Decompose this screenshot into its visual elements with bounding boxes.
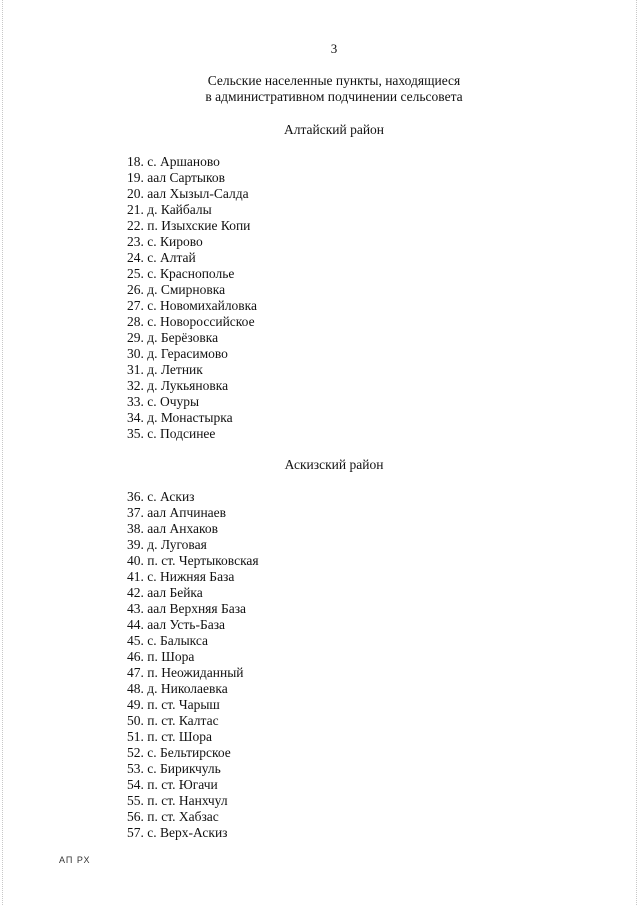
list-item: 27. с. Новомихайловка xyxy=(127,298,258,313)
list-item: 40. п. ст. Чертыковская xyxy=(127,553,259,568)
list-item: 25. с. Краснополье xyxy=(127,266,235,281)
section-title: Аскизский район xyxy=(284,457,384,472)
list-item: 18. с. Аршаново xyxy=(127,154,220,169)
list-item: 42. аал Бейка xyxy=(127,585,203,600)
list-item: 55. п. ст. Нанхчул xyxy=(127,793,228,808)
list-item: 53. с. Бирикчуль xyxy=(127,761,221,776)
list-item: 20. аал Хызыл-Салда xyxy=(127,186,249,201)
list-item: 24. с. Алтай xyxy=(127,250,196,265)
list-item: 33. с. Очуры xyxy=(127,394,200,409)
page-number: 3 xyxy=(330,41,338,56)
list-item: 44. аал Усть-База xyxy=(127,617,226,632)
list-item: 43. аал Верхняя База xyxy=(127,601,247,616)
list-item: 26. д. Смирновка xyxy=(127,282,226,297)
list-item: 39. д. Луговая xyxy=(127,537,207,552)
settlement-list xyxy=(0,489,640,841)
list-item: 28. с. Новороссийское xyxy=(127,314,255,329)
list-item: 30. д. Герасимово xyxy=(127,346,228,361)
list-item: 29. д. Берёзовка xyxy=(127,330,219,345)
list-item: 51. п. ст. Шора xyxy=(127,729,212,744)
heading-line-1: Сельские населенные пункты, находящиеся xyxy=(207,73,461,88)
document-heading xyxy=(0,73,640,105)
list-item: 22. п. Изыхские Копи xyxy=(127,218,251,233)
list-item: 31. д. Летник xyxy=(127,362,203,377)
list-item: 21. д. Кайбалы xyxy=(127,202,212,217)
list-item: 23. с. Кирово xyxy=(127,234,203,249)
list-item: 32. д. Лукьяновка xyxy=(127,378,229,393)
section-askiz-district xyxy=(0,457,640,841)
list-item: 47. п. Неожиданный xyxy=(127,665,244,680)
list-item: 37. аал Апчинаев xyxy=(127,505,227,520)
list-item: 52. с. Бельтирское xyxy=(127,745,231,760)
list-item: 19. аал Сартыков xyxy=(127,170,226,185)
list-item: 48. д. Николаевка xyxy=(127,681,228,696)
settlement-list xyxy=(0,154,640,442)
list-item: 56. п. ст. Хабзас xyxy=(127,809,219,824)
footer-code: АП РХ xyxy=(59,855,91,865)
section-altai-district xyxy=(0,122,640,442)
list-item: 34. д. Монастырка xyxy=(127,410,233,425)
list-item: 46. п. Шора xyxy=(127,649,195,664)
list-item: 49. п. ст. Чарыш xyxy=(127,697,220,712)
list-item: 35. с. Подсинее xyxy=(127,426,216,441)
list-item: 54. п. ст. Югачи xyxy=(127,777,218,792)
list-item: 36. с. Аскиз xyxy=(127,489,195,504)
list-item: 38. аал Анхаков xyxy=(127,521,218,536)
list-item: 41. с. Нижняя База xyxy=(127,569,235,584)
list-item: 45. с. Балыкса xyxy=(127,633,209,648)
list-item: 57. с. Верх-Аскиз xyxy=(127,825,228,840)
list-item: 50. п. ст. Калтас xyxy=(127,713,219,728)
heading-line-2: в административном подчинении сельсовета xyxy=(205,89,463,104)
section-title: Алтайский район xyxy=(283,122,385,137)
